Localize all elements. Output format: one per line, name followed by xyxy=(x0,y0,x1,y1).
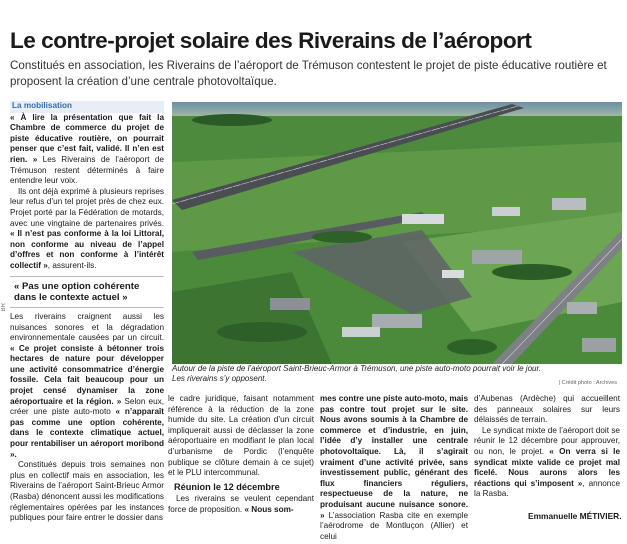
author-signature: Emmanuelle MÉTIVIER. xyxy=(528,511,622,521)
subhead-reunion: Réunion le 12 décembre xyxy=(174,481,280,492)
col2-paragraph-2 xyxy=(168,494,314,515)
col3-quote-1: mes contre une piste auto-moto, mais pas contre tout projet sur le site. Nous avons soumis à la Chambre de commerce et d’industrie, en juin, l’idée d’y installer une centrale photovoltaïque. Là, il s’agirait vraiment d’une activité privée, sans investissement public, générant des flux financiers réguliers, respectueuse de la nature, ne produisant aucune nuisance sonore. » xyxy=(320,394,468,520)
column-1 xyxy=(10,101,164,524)
column-2 xyxy=(168,394,314,516)
column-3 xyxy=(320,394,468,542)
col1-paragraph-2 xyxy=(10,187,164,272)
caption-line-1: Autour de la piste de l’aéroport Saint-Brieuc-Armor à Trémuson, une piste auto-moto pourrait voir le jour. xyxy=(172,364,542,373)
col1-paragraph-4: Constitués depuis trois semaines non plus en collectif mais en association, les Riverains de l’aéroport Saint-Brieuc Armor (Rasba) dénoncent aussi les modifications réglementaires opérées par les instances publiques pour faire entrer le dossier dans xyxy=(10,460,164,523)
col1-paragraph-3 xyxy=(10,312,164,460)
photo-caption xyxy=(172,364,622,384)
side-tag: BR xyxy=(1,303,7,312)
chapo: Constitués en association, les Riverains de l’aéroport de Trémuson contestent le projet de piste éducative routière et proposent la création d’une centrale photovoltaïque. xyxy=(10,59,607,88)
col1-quote-3: « Ce projet consiste à bétonner trois hectares de nature pour développer une activité consommatrice d’énergie fossile. Cela fait beaucoup pour un projet censé dynamiser la zone aéroportuaire et la région. » xyxy=(10,343,164,406)
col4-text-2b: , annonce la Rasba. xyxy=(474,478,620,499)
pull-quote: « Pas une option cohérente dans le contexte actuel » xyxy=(10,276,164,308)
col2-text-2a: Les riverains se veulent cependant force de proposition. xyxy=(168,494,314,514)
col1-quote-4: « n’apparaît pas comme une option cohérente, dans le contexte climatique actuel, pour rentabiliser un aéroport moribond ». xyxy=(10,407,164,459)
col1-quote-2: « Il n’est pas conforme à la loi Littoral, non conforme au niveau de l’appel d’offres et non conforme à l’intérêt collectif » xyxy=(10,229,164,270)
col2-paragraph-1: le cadre juridique, faisant notamment référence à la réduction de la zone humide du site. La création d’un circuit impliquerait aussi de déclasser la zone aéroportuaire en modifiant le plan local d’urbanisme de Pordic (l’enquête publique se clôture demain à ce sujet) et le PLU intercommunal. xyxy=(168,394,314,478)
col1-text-3b: Selon eux, créer une piste auto-moto xyxy=(10,396,164,417)
col3-text-1: L’association Rasba cite en exemple l’aérodrome de Montluçon (Allier) et celui xyxy=(320,510,468,541)
col4-paragraph-2 xyxy=(474,426,620,500)
column-4 xyxy=(474,394,620,500)
col1-text-2a: Ils ont déjà exprimé à plusieurs reprises leur refus d’un tel projet près de chez eux. Projet porté par la Fédération de motards, avec une vingtaine de partenaires privés. xyxy=(10,186,164,228)
col1-text-3a: Les riverains craignent aussi les nuisances sonores et la dégradation environnementale causées par un circuit. xyxy=(10,311,164,343)
photo-credit: | Crédit photo : Archives xyxy=(558,380,617,386)
rubric-label: La mobilisation xyxy=(10,101,164,113)
col4-paragraph-1: d’Aubenas (Ardèche) qui accueillent des panneaux solaires sur leurs délaissés de terrain. xyxy=(474,394,620,425)
col2-quote-1: « Nous som- xyxy=(244,504,294,514)
col1-quote-1: « À lire la présentation que fait la Chambre de commerce du projet de piste éducative routière, on pourrait penser que c’est fait, validé. Il n’en est rien. » xyxy=(10,112,164,164)
col1-paragraph-1 xyxy=(10,113,164,187)
caption-line-2: Les riverains s’y opposent. xyxy=(172,374,267,383)
col3-paragraph-1 xyxy=(320,394,468,542)
headline: Le contre-projet solaire des Riverains de l’aéroport xyxy=(10,28,532,53)
airport-photo xyxy=(172,102,622,364)
col4-text-2a: Le syndicat mixte de l’aéroport doit se réunir le 12 décembre pour approuver, ou non, le projet. xyxy=(474,425,620,456)
col1-text-1: Les Riverains de l’aéroport de Trémuson restent déterminés à faire entendre leur voix. xyxy=(10,154,164,186)
col4-quote-1: « On verra si le syndicat mixte valide ce projet mal ficelé. Nous aurons alors les réactions qui s’imposent » xyxy=(474,446,620,488)
aerial-view-illustration xyxy=(172,102,622,364)
col1-text-2b: , assurent-ils. xyxy=(47,260,97,270)
